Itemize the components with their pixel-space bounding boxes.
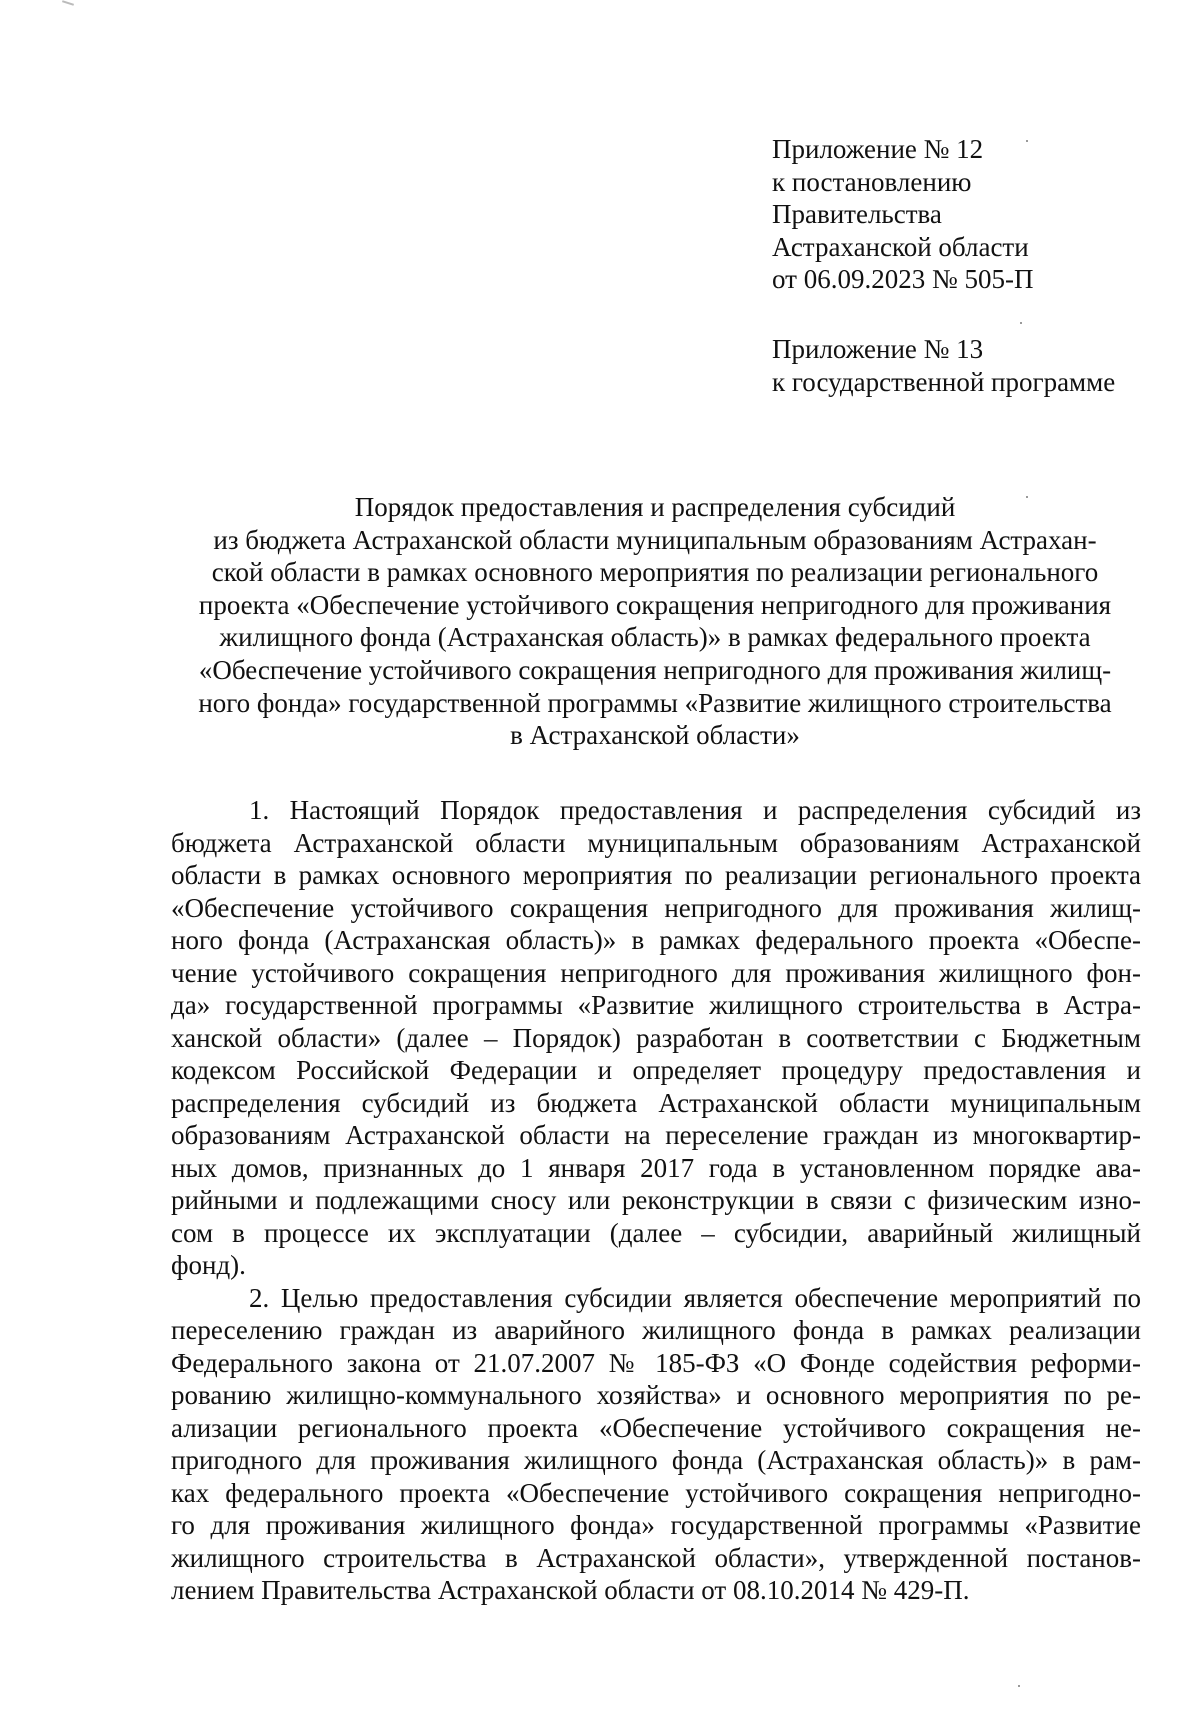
document-title — [170, 491, 1140, 752]
paragraph-1-line: 1. Настоящий Порядок предоставления и распределения субсидий из — [249, 795, 1141, 825]
paragraph-2-line: Федерального закона от 21.07.2007 № 185-ФЗ «О Фонде содействия реформи- — [171, 1347, 1141, 1378]
paragraph-2-line: переселению граждан из аварийного жилищного фонда в рамках реализации — [171, 1315, 1141, 1345]
paragraph-1-line: ных домов, признанных до 1 января 2017 года в установленном порядке ава- — [171, 1152, 1141, 1183]
paragraph-1-line: ханской области» (далее – Порядок) разработан в соответствии с Бюджетным — [171, 1022, 1141, 1053]
paragraph-1-line: образованиям Астраханской области на переселение граждан из многоквартир- — [171, 1120, 1141, 1150]
appendix-12-line: к постановлению — [772, 166, 972, 197]
appendix-13-line: Приложение № 13 — [772, 334, 984, 364]
paragraph-1-line: «Обеспечение устойчивого сокращения непригодного для проживания жилищ- — [171, 892, 1141, 923]
paragraph-2-line: рованию жилищно-коммунального хозяйства» и основного мероприятия по ре- — [171, 1380, 1141, 1410]
paragraph-1-line: кодексом Российской Федерации и определяет процедуру предоставления и — [171, 1055, 1141, 1085]
paragraph-2-line: жилищного строительства в Астраханской области», утвержденной постанов- — [171, 1542, 1141, 1573]
paragraph-2-line: пригодного для проживания жилищного фонда (Астраханская область)» в рам- — [171, 1445, 1141, 1475]
paragraph-1-line: области в рамках основного мероприятия по реализации регионального проекта — [171, 860, 1141, 890]
paragraph-2-line: го для проживания жилищного фонда» государственной программы «Развитие — [171, 1510, 1141, 1540]
title-line: жилищного фонда (Астраханская область)» в рамках федерального проекта — [219, 622, 1091, 653]
appendix-12-line: Правительства — [772, 199, 942, 229]
title-line: в Астраханской области» — [510, 720, 800, 751]
paragraph-1-line: бюджета Астраханской области муниципальным образованиям Астраханской — [171, 827, 1141, 858]
paragraph-1-line: да» государственной программы «Развитие жилищного строительства в Астра- — [171, 990, 1141, 1020]
paragraph-1-line: чение устойчивого сокращения непригодного для проживания жилищного фон- — [171, 957, 1141, 988]
paragraph-2-line: 2. Целью предоставления субсидии является обеспечение мероприятий по — [249, 1282, 1141, 1313]
appendix-12-header — [772, 133, 1033, 296]
paragraph-1-line: ного фонда (Астраханская область)» в рамках федерального проекта «Обеспе- — [171, 925, 1141, 955]
paragraph-2-line: лением Правительства Астраханской области от 08.10.2014 № 429-П. — [171, 1575, 970, 1605]
paragraph-1-line: распределения субсидий из бюджета Астраханской области муниципальным — [171, 1087, 1141, 1118]
appendix-13-header — [772, 333, 1115, 398]
title-line: проекта «Обеспечение устойчивого сокращения непригодного для проживания — [198, 589, 1112, 620]
document-body — [171, 794, 1141, 1607]
paragraph-1-line: фонд). — [171, 1250, 246, 1280]
scan-artifact — [62, 0, 74, 6]
title-line: ного фонда» государственной программы «Развитие жилищного строительства — [198, 687, 1112, 718]
paragraph-1-line: рийными и подлежащими сносу или реконструкции в связи с физическим изно- — [171, 1185, 1141, 1215]
scan-speck — [1018, 1685, 1020, 1687]
paragraph-1-line: сом в процессе их эксплуатации (далее – субсидии, аварийный жилищный — [171, 1217, 1141, 1248]
scan-speck — [1020, 322, 1022, 324]
title-line: «Обеспечение устойчивого сокращения непригодного для проживания жилищ- — [198, 654, 1112, 685]
title-line: из бюджета Астраханской области муниципальным образованиям Астрахан- — [213, 524, 1097, 555]
appendix-13-line: к государственной программе — [772, 366, 1116, 397]
paragraph-2-line: ках федерального проекта «Обеспечение устойчивого сокращения непригодно- — [171, 1477, 1141, 1508]
paragraph-2-line: ализации регионального проекта «Обеспечение устойчивого сокращения не- — [171, 1412, 1141, 1443]
appendix-12-line: Приложение № 12 — [772, 134, 984, 164]
resolution-date-number: от 06.09.2023 № 505-П — [772, 264, 1034, 294]
scan-speck — [1026, 496, 1028, 498]
scan-speck — [1026, 140, 1028, 142]
title-line: Порядок предоставления и распределения субсидий — [354, 492, 956, 522]
title-line: ской области в рамках основного мероприятия по реализации регионального — [211, 557, 1099, 588]
appendix-12-line: Астраханской области — [772, 231, 1029, 262]
